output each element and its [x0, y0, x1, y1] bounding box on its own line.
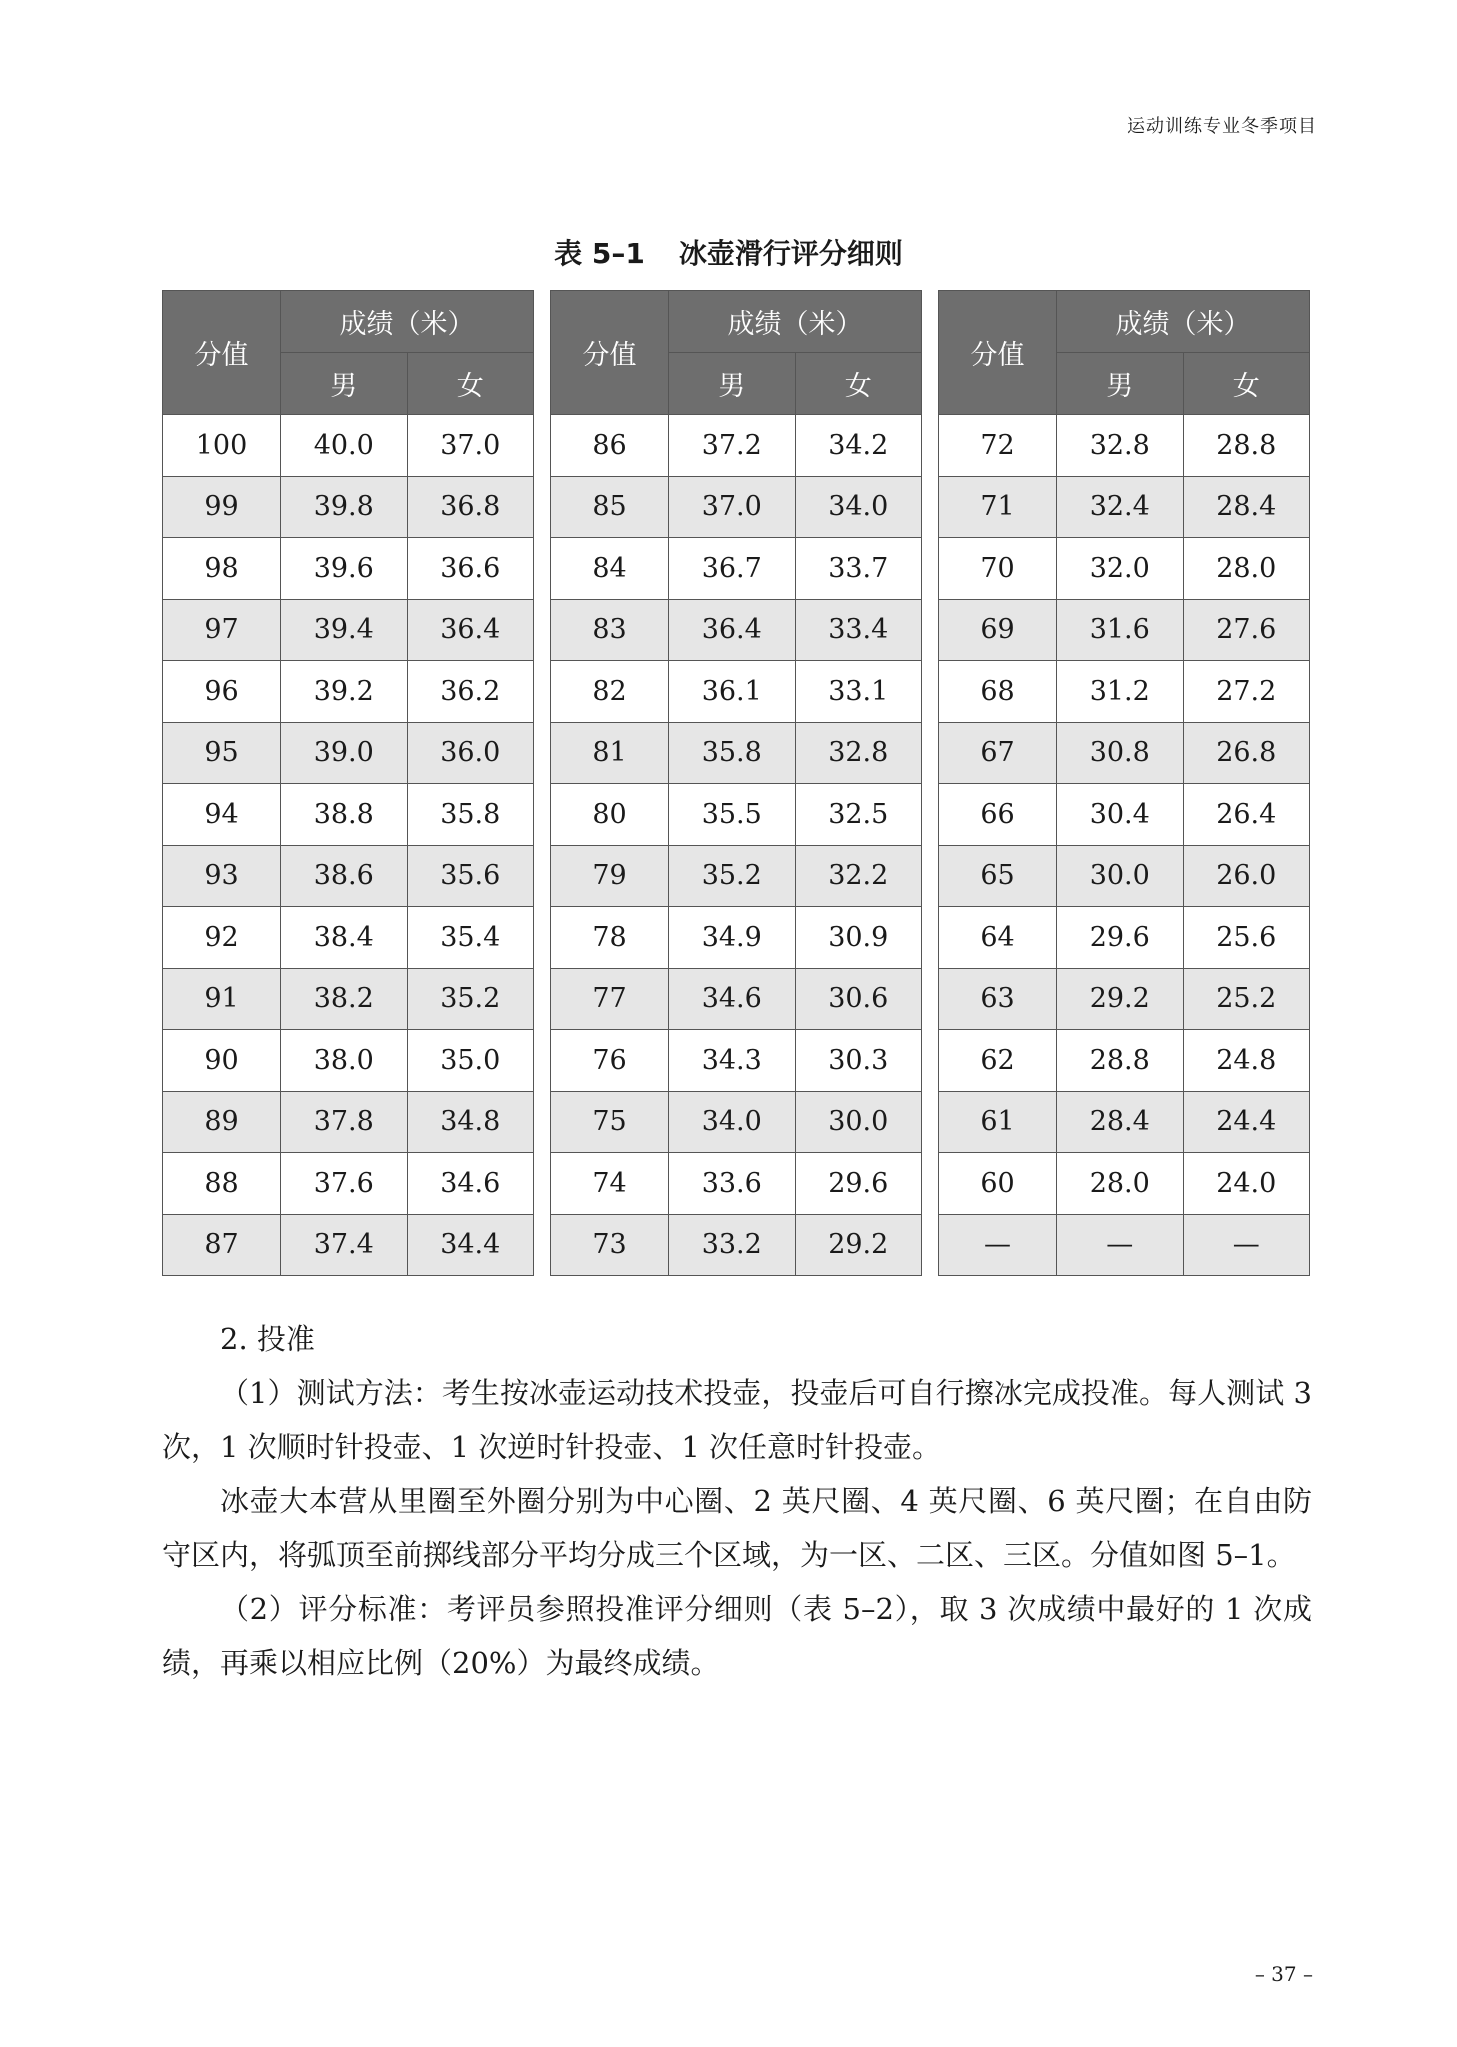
- table-row: [939, 845, 1310, 907]
- male-result-cell: 37.8: [281, 1091, 408, 1153]
- score-cell: 98: [163, 538, 281, 600]
- score-cell: 90: [163, 1030, 281, 1092]
- female-result-cell: 36.2: [407, 661, 534, 723]
- table-row: [163, 907, 534, 969]
- header-result: 成绩（米）: [281, 291, 534, 353]
- table-caption: [0, 232, 1457, 272]
- male-result-cell: 39.4: [281, 599, 408, 661]
- female-result-cell: 32.2: [795, 845, 922, 907]
- score-cell: 99: [163, 476, 281, 538]
- score-cell: 93: [163, 845, 281, 907]
- female-result-cell: 27.6: [1183, 599, 1310, 661]
- table-row: [163, 599, 534, 661]
- male-result-cell: 38.8: [281, 784, 408, 846]
- male-result-cell: 31.2: [1057, 661, 1184, 723]
- table-row: [939, 1214, 1310, 1276]
- female-result-cell: 33.4: [795, 599, 922, 661]
- female-result-cell: 35.4: [407, 907, 534, 969]
- header-female: 女: [795, 353, 922, 415]
- page-number: – 37 –: [1254, 1962, 1313, 1986]
- male-result-cell: 28.4: [1057, 1091, 1184, 1153]
- table-row: [939, 476, 1310, 538]
- male-result-cell: 31.6: [1057, 599, 1184, 661]
- table-row: [939, 661, 1310, 723]
- female-result-cell: 34.6: [407, 1153, 534, 1215]
- female-result-cell: 36.0: [407, 722, 534, 784]
- male-result-cell: 33.6: [669, 1153, 796, 1215]
- female-result-cell: 25.2: [1183, 968, 1310, 1030]
- paragraph-house-zones: 冰壶大本营从里圈至外圈分别为中心圈、2 英尺圈、4 英尺圈、6 英尺圈；在自由防守区内，将弧顶至前掷线部分平均分成三个区域，为一区、二区、三区。分值如图 5–1。: [162, 1484, 1312, 1572]
- male-result-cell: 30.8: [1057, 722, 1184, 784]
- female-result-cell: 28.8: [1183, 415, 1310, 477]
- female-result-cell: 29.6: [795, 1153, 922, 1215]
- male-result-cell: 38.6: [281, 845, 408, 907]
- female-result-cell: 32.5: [795, 784, 922, 846]
- male-result-cell: 36.1: [669, 661, 796, 723]
- score-cell: 73: [551, 1214, 669, 1276]
- male-result-cell: 30.4: [1057, 784, 1184, 846]
- score-cell: —: [939, 1214, 1057, 1276]
- female-result-cell: —: [1183, 1214, 1310, 1276]
- female-result-cell: 25.6: [1183, 907, 1310, 969]
- table-row: [163, 1153, 534, 1215]
- score-cell: 64: [939, 907, 1057, 969]
- table-row: [163, 1091, 534, 1153]
- score-table-block-1: [162, 290, 534, 1276]
- header-male: 男: [669, 353, 796, 415]
- score-cell: 89: [163, 1091, 281, 1153]
- male-result-cell: 38.0: [281, 1030, 408, 1092]
- male-result-cell: 33.2: [669, 1214, 796, 1276]
- female-result-cell: 24.4: [1183, 1091, 1310, 1153]
- female-result-cell: 34.0: [795, 476, 922, 538]
- score-cell: 84: [551, 538, 669, 600]
- paragraph-test-method: （1）测试方法：考生按冰壶运动技术投壶，投壶后可自行擦冰完成投准。每人测试 3 次，1 次顺时针投壶、1 次逆时针投壶、1 次任意时针投壶。: [162, 1376, 1312, 1464]
- table-row: [163, 538, 534, 600]
- female-result-cell: 36.8: [407, 476, 534, 538]
- score-cell: 87: [163, 1214, 281, 1276]
- score-cell: 80: [551, 784, 669, 846]
- table-row: [551, 784, 922, 846]
- male-result-cell: 37.2: [669, 415, 796, 477]
- male-result-cell: 39.2: [281, 661, 408, 723]
- score-cell: 86: [551, 415, 669, 477]
- female-result-cell: 32.8: [795, 722, 922, 784]
- table-row: [939, 1030, 1310, 1092]
- female-result-cell: 30.9: [795, 907, 922, 969]
- score-cell: 79: [551, 845, 669, 907]
- table-row: [939, 784, 1310, 846]
- female-result-cell: 27.2: [1183, 661, 1310, 723]
- male-result-cell: 38.2: [281, 968, 408, 1030]
- male-result-cell: 36.4: [669, 599, 796, 661]
- male-result-cell: 28.0: [1057, 1153, 1184, 1215]
- female-result-cell: 30.3: [795, 1030, 922, 1092]
- female-result-cell: 33.1: [795, 661, 922, 723]
- score-cell: 75: [551, 1091, 669, 1153]
- score-cell: 97: [163, 599, 281, 661]
- male-result-cell: 37.0: [669, 476, 796, 538]
- female-result-cell: 30.0: [795, 1091, 922, 1153]
- score-cell: 61: [939, 1091, 1057, 1153]
- table-row: [551, 1153, 922, 1215]
- female-result-cell: 36.4: [407, 599, 534, 661]
- male-result-cell: 32.4: [1057, 476, 1184, 538]
- table-row: [163, 476, 534, 538]
- male-result-cell: 35.2: [669, 845, 796, 907]
- scoring-tables: [162, 290, 1310, 1275]
- score-cell: 60: [939, 1153, 1057, 1215]
- table-row: [551, 1091, 922, 1153]
- table-row: [163, 845, 534, 907]
- female-result-cell: 34.2: [795, 415, 922, 477]
- female-result-cell: 35.6: [407, 845, 534, 907]
- male-result-cell: 29.6: [1057, 907, 1184, 969]
- score-cell: 100: [163, 415, 281, 477]
- score-cell: 63: [939, 968, 1057, 1030]
- table-row: [939, 722, 1310, 784]
- male-result-cell: 39.0: [281, 722, 408, 784]
- table-caption-title: 冰壶滑行评分细则: [678, 237, 903, 270]
- score-cell: 94: [163, 784, 281, 846]
- male-result-cell: 34.6: [669, 968, 796, 1030]
- male-result-cell: 28.8: [1057, 1030, 1184, 1092]
- male-result-cell: 35.8: [669, 722, 796, 784]
- male-result-cell: 34.3: [669, 1030, 796, 1092]
- header-male: 男: [1057, 353, 1184, 415]
- table-row: [551, 1030, 922, 1092]
- female-result-cell: 37.0: [407, 415, 534, 477]
- female-result-cell: 35.8: [407, 784, 534, 846]
- paragraph-scoring-standard: （2）评分标准：考评员参照投准评分细则（表 5–2），取 3 次成绩中最好的 1 次成绩，再乘以相应比例（20%）为最终成绩。: [162, 1592, 1312, 1680]
- score-cell: 83: [551, 599, 669, 661]
- female-result-cell: 30.6: [795, 968, 922, 1030]
- table-row: [939, 1091, 1310, 1153]
- male-result-cell: 37.4: [281, 1214, 408, 1276]
- table-row: [551, 907, 922, 969]
- table-row: [163, 415, 534, 477]
- female-result-cell: 24.8: [1183, 1030, 1310, 1092]
- score-cell: 96: [163, 661, 281, 723]
- table-row: [939, 1153, 1310, 1215]
- score-cell: 77: [551, 968, 669, 1030]
- female-result-cell: 28.0: [1183, 538, 1310, 600]
- score-table-block-2: [550, 290, 922, 1276]
- header-score: 分值: [939, 291, 1057, 415]
- table-row: [939, 907, 1310, 969]
- table-row: [551, 476, 922, 538]
- male-result-cell: 30.0: [1057, 845, 1184, 907]
- table-row: [163, 1214, 534, 1276]
- score-cell: 72: [939, 415, 1057, 477]
- male-result-cell: 34.9: [669, 907, 796, 969]
- header-female: 女: [407, 353, 534, 415]
- score-cell: 69: [939, 599, 1057, 661]
- male-result-cell: 39.8: [281, 476, 408, 538]
- female-result-cell: 26.8: [1183, 722, 1310, 784]
- score-cell: 88: [163, 1153, 281, 1215]
- score-cell: 71: [939, 476, 1057, 538]
- male-result-cell: 32.0: [1057, 538, 1184, 600]
- female-result-cell: 34.4: [407, 1214, 534, 1276]
- score-cell: 92: [163, 907, 281, 969]
- score-cell: 65: [939, 845, 1057, 907]
- running-header: 运动训练专业冬季项目: [1127, 116, 1317, 137]
- female-result-cell: 35.0: [407, 1030, 534, 1092]
- table-row: [163, 661, 534, 723]
- score-cell: 85: [551, 476, 669, 538]
- table-row: [551, 415, 922, 477]
- table-row: [551, 599, 922, 661]
- table-row: [939, 415, 1310, 477]
- score-table-block-3: [938, 290, 1310, 1276]
- male-result-cell: 37.6: [281, 1153, 408, 1215]
- header-result: 成绩（米）: [1057, 291, 1310, 353]
- male-result-cell: 40.0: [281, 415, 408, 477]
- header-female: 女: [1183, 353, 1310, 415]
- table-row: [163, 1030, 534, 1092]
- male-result-cell: 32.8: [1057, 415, 1184, 477]
- score-cell: 91: [163, 968, 281, 1030]
- male-result-cell: 34.0: [669, 1091, 796, 1153]
- table-row: [551, 722, 922, 784]
- score-cell: 95: [163, 722, 281, 784]
- table-row: [551, 845, 922, 907]
- table-row: [163, 784, 534, 846]
- score-cell: 66: [939, 784, 1057, 846]
- table-row: [551, 538, 922, 600]
- male-result-cell: 36.7: [669, 538, 796, 600]
- table-row: [551, 968, 922, 1030]
- score-cell: 74: [551, 1153, 669, 1215]
- female-result-cell: 24.0: [1183, 1153, 1310, 1215]
- header-score: 分值: [163, 291, 281, 415]
- table-row: [939, 599, 1310, 661]
- table-row: [939, 968, 1310, 1030]
- table-row: [551, 1214, 922, 1276]
- score-cell: 67: [939, 722, 1057, 784]
- body-text: [162, 1312, 1312, 1690]
- male-result-cell: —: [1057, 1214, 1184, 1276]
- female-result-cell: 26.4: [1183, 784, 1310, 846]
- score-cell: 78: [551, 907, 669, 969]
- header-male: 男: [281, 353, 408, 415]
- female-result-cell: 26.0: [1183, 845, 1310, 907]
- table-row: [939, 538, 1310, 600]
- score-cell: 82: [551, 661, 669, 723]
- female-result-cell: 36.6: [407, 538, 534, 600]
- female-result-cell: 34.8: [407, 1091, 534, 1153]
- female-result-cell: 28.4: [1183, 476, 1310, 538]
- male-result-cell: 35.5: [669, 784, 796, 846]
- table-row: [163, 968, 534, 1030]
- score-cell: 68: [939, 661, 1057, 723]
- score-cell: 62: [939, 1030, 1057, 1092]
- male-result-cell: 29.2: [1057, 968, 1184, 1030]
- male-result-cell: 39.6: [281, 538, 408, 600]
- female-result-cell: 33.7: [795, 538, 922, 600]
- table-caption-number: 表 5–1: [554, 237, 645, 270]
- table-row: [551, 661, 922, 723]
- score-cell: 76: [551, 1030, 669, 1092]
- header-result: 成绩（米）: [669, 291, 922, 353]
- male-result-cell: 38.4: [281, 907, 408, 969]
- score-cell: 81: [551, 722, 669, 784]
- header-score: 分值: [551, 291, 669, 415]
- female-result-cell: 29.2: [795, 1214, 922, 1276]
- score-cell: 70: [939, 538, 1057, 600]
- female-result-cell: 35.2: [407, 968, 534, 1030]
- table-row: [163, 722, 534, 784]
- section-heading: 2. 投准: [220, 1322, 315, 1356]
